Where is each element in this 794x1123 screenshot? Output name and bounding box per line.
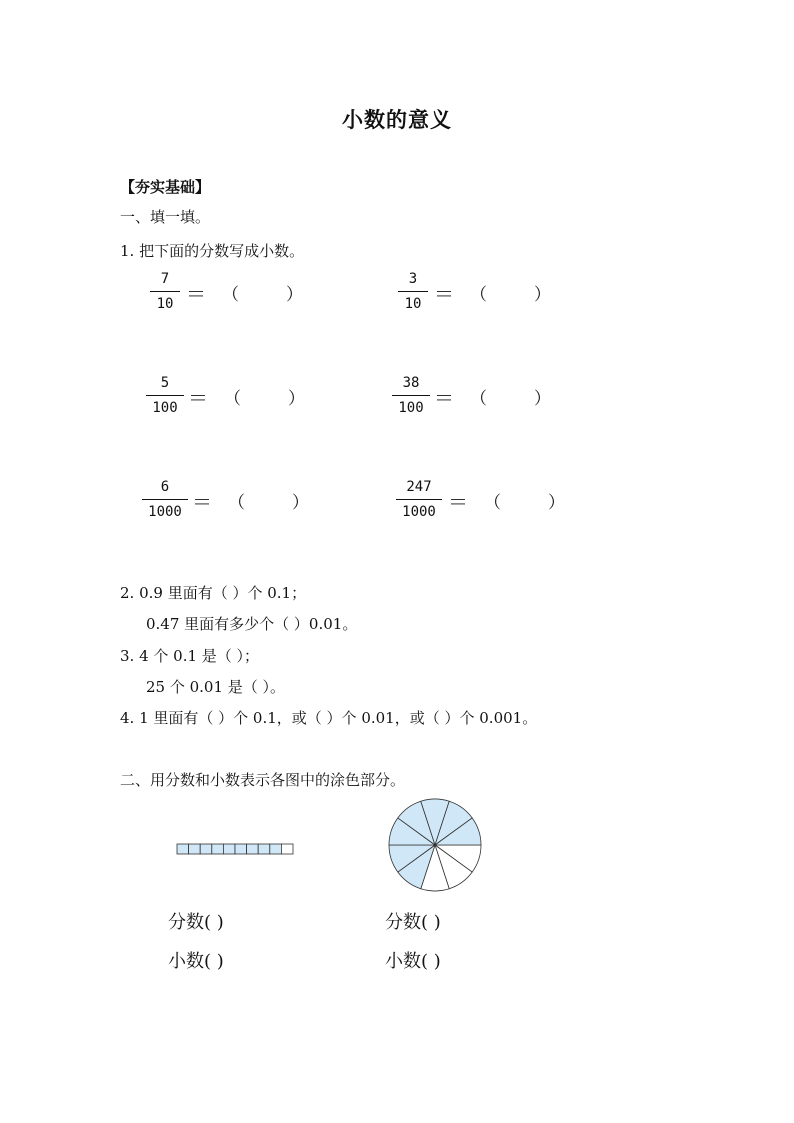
right-decimal-label: 小数( ) xyxy=(385,951,441,972)
strip-cell-shaded xyxy=(177,844,189,854)
answer-blank-close: ） xyxy=(288,389,305,409)
question-3-line-1: 3. 4 个 0.1 是（ ）； xyxy=(120,647,260,665)
fraction-numerator: 3 xyxy=(408,271,418,287)
answer-blank-open: （ xyxy=(228,493,245,513)
equals-sign: ＝ xyxy=(434,282,454,306)
fraction-denominator: 100 xyxy=(398,400,424,416)
strip-cell-shaded xyxy=(200,844,212,854)
fraction-5 xyxy=(142,478,188,521)
strip-cell-shaded xyxy=(270,844,282,854)
question-3-line-2: 25 个 0.01 是（ ）。 xyxy=(146,678,286,696)
strip-cell-shaded xyxy=(247,844,259,854)
fraction-numerator: 7 xyxy=(160,271,170,287)
equals-sign: ＝ xyxy=(434,386,454,410)
page-title: 小数的意义 xyxy=(342,107,452,132)
question-2-line-1: 2. 0.9 里面有（ ）个 0.1； xyxy=(120,584,307,602)
answer-blank-open: （ xyxy=(470,389,487,409)
answer-blank-open: （ xyxy=(484,493,501,513)
answer-blank-close: ） xyxy=(534,389,551,409)
fraction-2 xyxy=(398,270,428,313)
answer-blank-close: ） xyxy=(286,285,303,305)
strip-figure xyxy=(176,842,296,858)
strip-cell-empty xyxy=(281,844,293,854)
answer-blank-close: ） xyxy=(548,493,565,513)
fraction-6 xyxy=(396,478,442,521)
question-2-line-2: 0.47 里面有多少个（ ）0.01。 xyxy=(146,615,358,633)
equals-sign: ＝ xyxy=(186,282,206,306)
fraction-bar xyxy=(146,395,184,396)
fraction-numerator: 247 xyxy=(406,479,432,495)
fraction-bar xyxy=(398,291,428,292)
equals-sign: ＝ xyxy=(448,490,468,514)
fraction-denominator: 100 xyxy=(152,400,178,416)
left-decimal-label: 小数( ) xyxy=(168,951,224,972)
fraction-denominator: 1000 xyxy=(402,504,436,520)
part1-heading: 一、填一填。 xyxy=(120,208,211,226)
fraction-bar xyxy=(392,395,430,396)
fraction-denominator: 1000 xyxy=(148,504,182,520)
question-1-text: 1. 把下面的分数写成小数。 xyxy=(120,242,305,260)
right-fraction-label: 分数( ) xyxy=(385,912,441,933)
fraction-denominator: 10 xyxy=(404,296,422,312)
question-4-line-1: 4. 1 里面有（ ）个 0.1，或（ ）个 0.01，或（ ）个 0.001。 xyxy=(120,709,538,727)
answer-blank-open: （ xyxy=(224,389,241,409)
answer-blank-open: （ xyxy=(470,285,487,305)
section-label-foundation: 【夯实基础】 xyxy=(120,178,211,196)
fraction-numerator: 5 xyxy=(160,375,170,391)
fraction-4 xyxy=(392,374,430,417)
answer-blank-close: ） xyxy=(534,285,551,305)
fraction-bar xyxy=(396,499,442,500)
strip-cell-shaded xyxy=(189,844,201,854)
answer-blank-open: （ xyxy=(222,285,239,305)
circle-figure xyxy=(385,795,485,895)
fraction-numerator: 38 xyxy=(402,375,420,391)
fraction-1 xyxy=(150,270,180,313)
strip-cell-shaded xyxy=(235,844,247,854)
strip-cell-shaded xyxy=(258,844,270,854)
answer-blank-close: ） xyxy=(292,493,309,513)
left-fraction-label: 分数( ) xyxy=(168,912,224,933)
strip-cell-shaded xyxy=(223,844,235,854)
strip-cell-shaded xyxy=(212,844,224,854)
fraction-bar xyxy=(150,291,180,292)
equals-sign: ＝ xyxy=(192,490,212,514)
fraction-denominator: 10 xyxy=(156,296,174,312)
fraction-3 xyxy=(146,374,184,417)
fraction-bar xyxy=(142,499,188,500)
fraction-numerator: 6 xyxy=(160,479,170,495)
part2-heading: 二、用分数和小数表示各图中的涂色部分。 xyxy=(120,771,406,789)
equals-sign: ＝ xyxy=(188,386,208,410)
